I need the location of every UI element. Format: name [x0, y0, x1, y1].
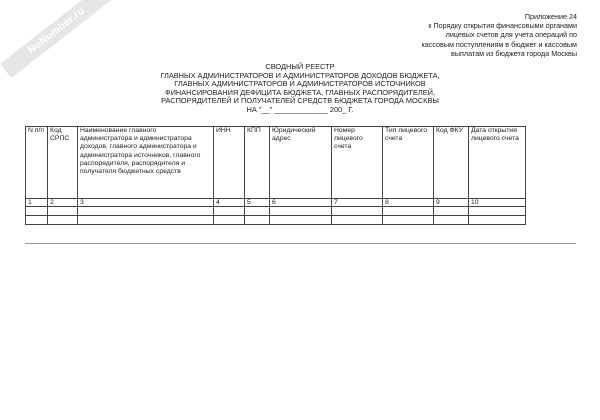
appendix-note [421, 12, 577, 58]
title-line: ФИНАНСИРОВАНИЯ ДЕФИЦИТА БЮДЖЕТА, ГЛАВНЫХ РАСПОРЯДИТЕЛЕЙ, [164, 87, 436, 97]
table-cell [48, 216, 78, 225]
title-line: СВОДНЫЙ РЕЕСТР [265, 62, 335, 71]
appendix-line: кассовым поступлениям в бюджет и кассовым [421, 39, 577, 49]
table-cell [26, 216, 48, 225]
appendix-line: к Порядку открытия финансовыми органами [428, 21, 577, 31]
column-number: 2 [48, 199, 78, 207]
title-line: ГЛАВНЫХ АДМИНИСТРАТОРОВ И АДМИНИСТРАТОРОВ ИСТОЧНИКОВ [174, 79, 426, 89]
header-cell: КПП [245, 127, 270, 199]
table-cell [434, 207, 469, 216]
column-number: 1 [26, 199, 48, 207]
table-cell [78, 216, 214, 225]
title-line: РАСПОРЯДИТЕЛЕЙ И ПОЛУЧАТЕЛЕЙ СРЕДСТВ БЮДЖЕТА ГОРОДА МОСКВЫ [161, 96, 439, 106]
appendix-line: выплатам из бюджета города Москвы [451, 48, 577, 58]
column-number: 7 [332, 199, 383, 207]
header-cell: Наименование главного администратора и администратора доходов, главного администратора и администратора источников, главного распорядителя, распорядителя и получателя бюджетных средств [78, 127, 214, 199]
column-number: 10 [469, 199, 526, 207]
column-number: 5 [245, 199, 270, 207]
header-cell: Тип лицевого счета [383, 127, 434, 199]
column-number: 8 [383, 199, 434, 207]
appendix-line: лицевых счетов для учета операций по [445, 30, 577, 40]
table-cell [78, 207, 214, 216]
table-cell [270, 216, 332, 225]
table-row [26, 216, 526, 225]
watermark: NoNumber.ru [0, 0, 114, 78]
header-cell: ИНН [214, 127, 245, 199]
table-cell [332, 207, 383, 216]
title-date-line: НА "__" _____________ 200_ Г. [246, 104, 354, 114]
column-number: 3 [78, 199, 214, 207]
header-cell: Номер лицевого счета [332, 127, 383, 199]
title-line: ГЛАВНЫХ АДМИНИСТРАТОРОВ И АДМИНИСТРАТОРОВ ДОХОДОВ БЮДЖЕТА, [160, 70, 440, 80]
column-number: 6 [270, 199, 332, 207]
table-cell [469, 216, 526, 225]
header-cell: Дата открытия лицевого счета [469, 127, 526, 199]
table-cell [383, 207, 434, 216]
table-cell [214, 207, 245, 216]
header-cell: N п/п [26, 127, 48, 199]
table-cell [48, 207, 78, 216]
table-header-row [26, 127, 526, 199]
table-cell [270, 207, 332, 216]
registry-table [25, 126, 526, 225]
column-number: 4 [214, 199, 245, 207]
table-cell [469, 207, 526, 216]
header-cell: Код СРПС [48, 127, 78, 199]
column-number-row [26, 199, 526, 207]
table-cell [245, 216, 270, 225]
page-divider [25, 243, 576, 244]
table-cell [383, 216, 434, 225]
table-cell [214, 216, 245, 225]
document-title [130, 63, 470, 115]
header-cell: Код ФКУ [434, 127, 469, 199]
table-cell [434, 216, 469, 225]
appendix-line: Приложение 24 [524, 12, 577, 21]
table-row [26, 207, 526, 216]
table-cell [245, 207, 270, 216]
table-cell [26, 207, 48, 216]
column-number: 9 [434, 199, 469, 207]
header-cell: Юридический адрес [270, 127, 332, 199]
table-cell [332, 216, 383, 225]
